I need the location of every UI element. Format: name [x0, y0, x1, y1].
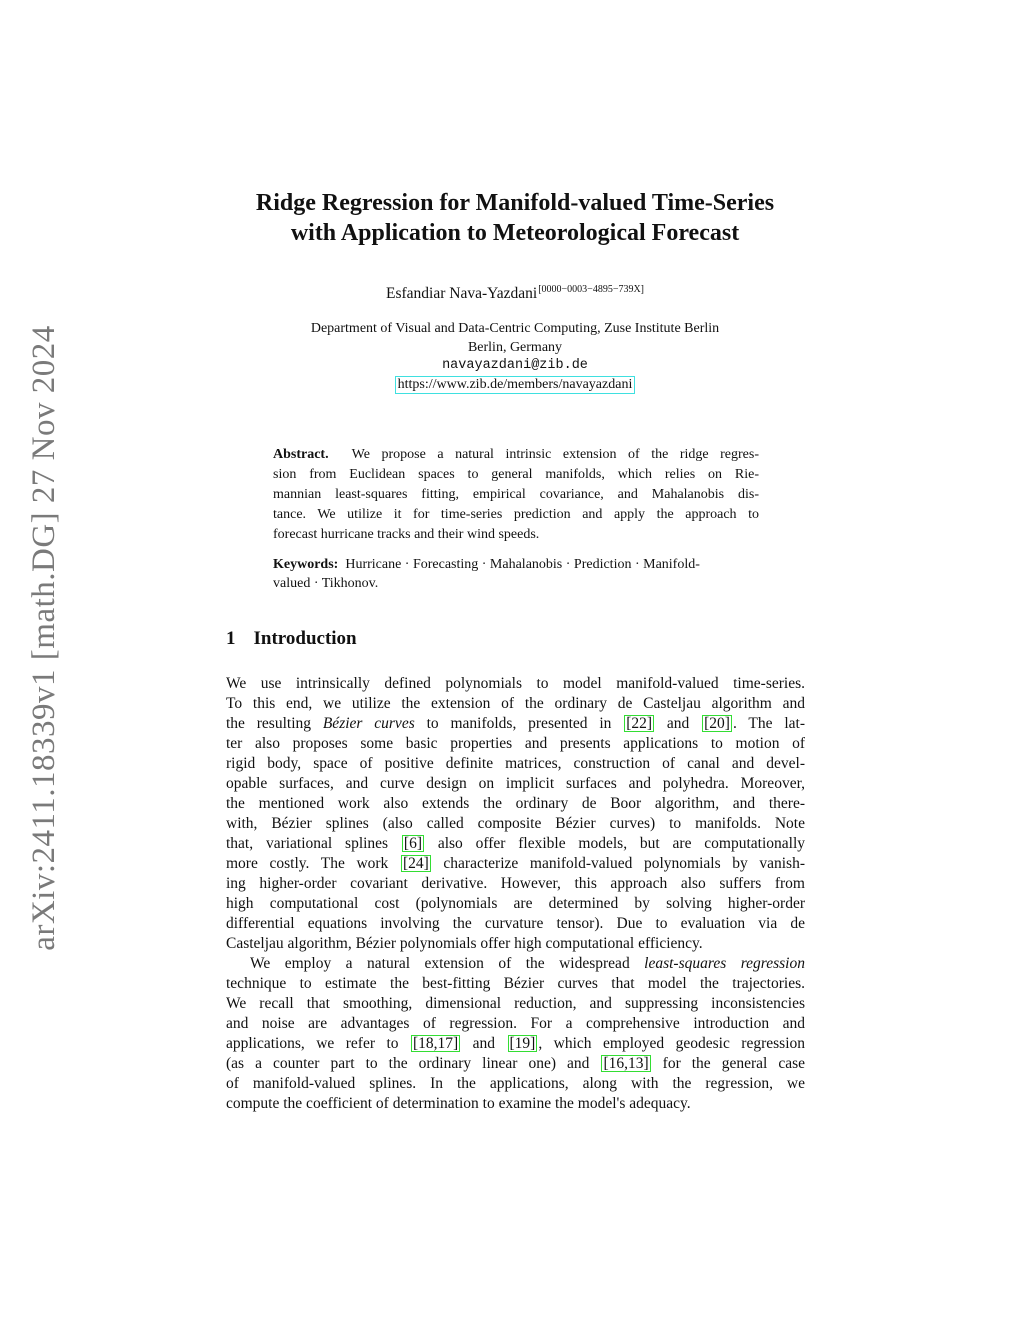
keywords-line [273, 556, 773, 575]
text-line: opable surfaces, and curve design on implicit surfaces and polyhedra. Moreover, [226, 775, 805, 792]
text-line: We use intrinsically defined polynomials to model manifold-valued time-series. [226, 675, 805, 692]
text-line: rigid body, space of positive definite matrices, construction of canal and devel- [226, 755, 805, 772]
text-run: the resulting [226, 715, 323, 732]
intro-paragraph-1 [226, 674, 805, 954]
text-line: compute the coefficient of determination to examine the model's adequacy. [226, 1095, 691, 1112]
section-number: 1 [226, 628, 236, 649]
intro-paragraph-2 [226, 954, 805, 1114]
text-line [226, 714, 805, 734]
text-line: and noise are advantages of regression. For a comprehensive introduction and [226, 1015, 805, 1032]
text-run: and [461, 1035, 507, 1052]
text-run: applications, we refer to [226, 1035, 410, 1052]
text-line: We recall that smoothing, dimensional reduction, and suppressing inconsistencies [226, 995, 805, 1012]
section-title: Introduction [253, 628, 357, 649]
citation-link[interactable]: [16,13] [603, 1055, 649, 1072]
keywords-text: Hurricane · Forecasting · Mahalanobis · Prediction · Manifold- [345, 557, 700, 572]
text-run: , which employed geodesic regression [538, 1035, 805, 1052]
citation-link[interactable]: [6] [403, 835, 422, 852]
text-run: more costly. The work [226, 855, 400, 872]
text-run: (as a counter part to the ordinary linear one) and [226, 1055, 601, 1072]
text-line: of manifold-valued splines. In the applications, along with the regression, we [226, 1075, 805, 1092]
text-run: characterize manifold-valued polynomials by vanish- [431, 855, 805, 872]
author-line [200, 284, 830, 303]
author-name: Esfandiar Nava-Yazdani [385, 285, 538, 302]
email[interactable]: navayazdani@zib.de [442, 358, 588, 373]
text-line: with, Bézier splines (also called composite Bézier curves) to manifolds. Note [226, 815, 805, 832]
section-heading [226, 628, 357, 650]
paper-title [200, 188, 830, 248]
keywords-line: valued · Tikhonov. [273, 575, 379, 591]
citation-link[interactable]: [24] [402, 855, 429, 872]
title-line-2: with Application to Meteorological Forecast [290, 220, 740, 246]
emphasis: Bézier curves [322, 715, 415, 732]
text-line: ter also proposes some basic properties and presents applications to motion of [226, 735, 805, 752]
orcid-id[interactable]: [0000−0003−4895−739X] [538, 284, 645, 295]
text-line: Casteljau algorithm, Bézier polynomials offer high computational efficiency. [226, 935, 703, 952]
text-line: To this end, we utilize the extension of the ordinary de Casteljau algorithm and [226, 695, 805, 712]
keywords [273, 556, 773, 593]
text-run: also offer flexible models, but are computationally [425, 835, 805, 852]
text-line: high computational cost (polynomials are determined by solving higher-order [226, 895, 805, 912]
location: Berlin, Germany [467, 339, 563, 355]
affiliation-block [200, 320, 830, 394]
affiliation: Department of Visual and Data-Centric Computing, Zuse Institute Berlin [310, 321, 720, 336]
text-line [226, 1034, 805, 1054]
citation-link[interactable]: [22] [626, 715, 653, 732]
citation-link[interactable]: [19] [509, 1035, 536, 1052]
abstract-line [273, 446, 759, 466]
text-run: for the general case [651, 1055, 805, 1072]
arxiv-identifier: arXiv:2411.18339v1 [math.DG] 27 Nov 2024 [26, 325, 62, 951]
text-line [226, 1054, 805, 1074]
abstract [273, 446, 759, 546]
text-line [226, 854, 805, 874]
abstract-line: mannian least-squares fitting, empirical covariance, and Mahalanobis dis- [273, 487, 759, 502]
abstract-line: tance. We utilize it for time-series prediction and apply the approach to [273, 507, 759, 522]
citation-link[interactable]: [18,17] [413, 1035, 459, 1052]
text-line: ing higher-order covariant derivative. However, this approach also suffers from [226, 875, 805, 892]
text-run: and [655, 715, 702, 732]
abstract-line: forecast hurricane tracks and their wind speeds. [273, 527, 540, 542]
abstract-line: sion from Euclidean spaces to general manifolds, which relies on Rie- [273, 467, 759, 482]
homepage-link[interactable]: https://www.zib.de/members/navayazdani [395, 376, 636, 394]
title-line-1: Ridge Regression for Manifold-valued Time-Series [255, 190, 775, 216]
text-run: . The lat- [732, 715, 805, 732]
text-line [226, 834, 805, 854]
emphasis: least-squares regression [644, 955, 805, 972]
text-run: to manifolds, presented in [414, 715, 624, 732]
abstract-label: Abstract. [273, 447, 329, 462]
text-line [226, 954, 805, 974]
text-line: differential equations involving the curvature tensor). Due to evaluation via de [226, 915, 805, 932]
text-line: technique to estimate the best-fitting Bézier curves that model the trajectories. [226, 975, 805, 992]
text-run: We employ a natural extension of the widespread [250, 955, 645, 972]
citation-link[interactable]: [20] [704, 715, 730, 732]
text-run: that, variational splines [226, 835, 401, 852]
abstract-text: We propose a natural intrinsic extension of the ridge regres- [351, 447, 759, 462]
text-line: the mentioned work also extends the ordinary de Boor algorithm, and there- [226, 795, 805, 812]
keywords-label: Keywords: [273, 557, 339, 572]
